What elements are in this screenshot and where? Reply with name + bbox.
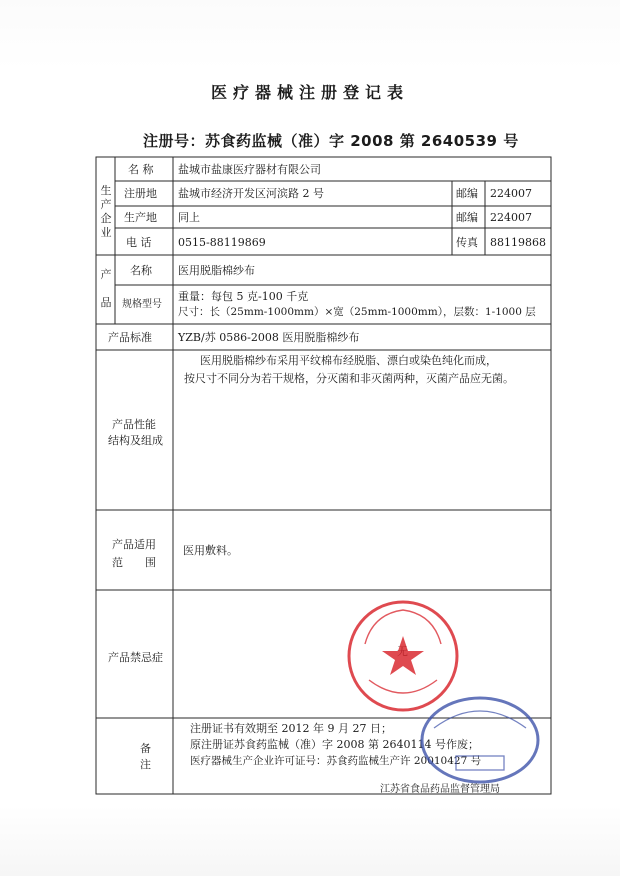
scope-label-line2: 范 围 (112, 556, 156, 569)
document-title: 医疗器械注册登记表 (210, 83, 409, 102)
performance-text-line2: 按尺寸不同分为若干规格，分灭菌和非灭菌两种，灭菌产品应无菌。 (184, 372, 514, 385)
fax-value: 88119868 (490, 236, 546, 249)
performance-text-line1: 医用脱脂棉纱布采用平纹棉布经脱脂、漂白或染色纯化而成， (200, 354, 497, 367)
postcode-label-2: 邮编 (456, 211, 478, 224)
performance-label-line2: 结构及组成 (108, 434, 163, 447)
remarks-line3: 医疗器械生产企业许可证号：苏食药监械生产许 20010427 号 (190, 755, 482, 767)
standard-value: YZB/苏 0586-2008 医用脱脂棉纱布 (178, 331, 360, 344)
spec-size-line: 尺寸：长（25mm-1000mm）×宽（25mm-1000mm），层数：1-1000 层 (178, 306, 536, 318)
performance-label-line1: 产品性能 (112, 418, 156, 431)
company-name-value: 盐城市盐康医疗器材有限公司 (178, 163, 321, 176)
scope-value: 医用敷料。 (183, 544, 238, 557)
production-address-label: 生产地 (124, 211, 157, 224)
phone-label: 电 话 (126, 236, 152, 249)
remarks-line1: 注册证书有效期至 2012 年 9 月 27 日； (190, 722, 392, 735)
spec-weight-line: 重量：每包 5 克-100 千克 (178, 290, 309, 303)
issuing-authority: 江苏省食品药品监督管理局 (380, 784, 500, 795)
remarks-label-line1: 备 (140, 742, 151, 755)
producer-section-label: 生 产 企 业 (100, 184, 112, 239)
product-section-label: 产 品 (100, 268, 112, 309)
registered-address-value: 盐城市经济开发区河滨路 2 号 (178, 187, 324, 200)
contraindication-label: 产品禁忌症 (108, 651, 163, 664)
production-address-value: 同上 (178, 211, 200, 224)
spec-model-label: 规格型号 (122, 299, 162, 310)
remarks-label-line2: 注 (140, 758, 151, 771)
product-name-value: 医用脱脂棉纱布 (178, 264, 255, 277)
fax-label: 传真 (456, 236, 478, 249)
product-name-label: 名称 (130, 264, 152, 277)
company-name-label: 名 称 (128, 163, 154, 176)
standard-label: 产品标准 (108, 331, 152, 344)
registration-number: 注册号：苏食药监械（准）字 2008 第 2640539 号 (143, 132, 519, 150)
scope-label-line1: 产品适用 (112, 538, 156, 551)
registered-address-label: 注册地 (124, 187, 157, 200)
bureau-blue-seal (416, 690, 544, 790)
postcode-label-1: 邮编 (456, 187, 478, 200)
remarks-line2: 原注册证苏食药监械（准）字 2008 第 2640114 号作废； (190, 738, 479, 751)
postcode-value-2: 224007 (490, 211, 532, 224)
postcode-value-1: 224007 (490, 187, 532, 200)
phone-value: 0515-88119869 (178, 236, 266, 249)
